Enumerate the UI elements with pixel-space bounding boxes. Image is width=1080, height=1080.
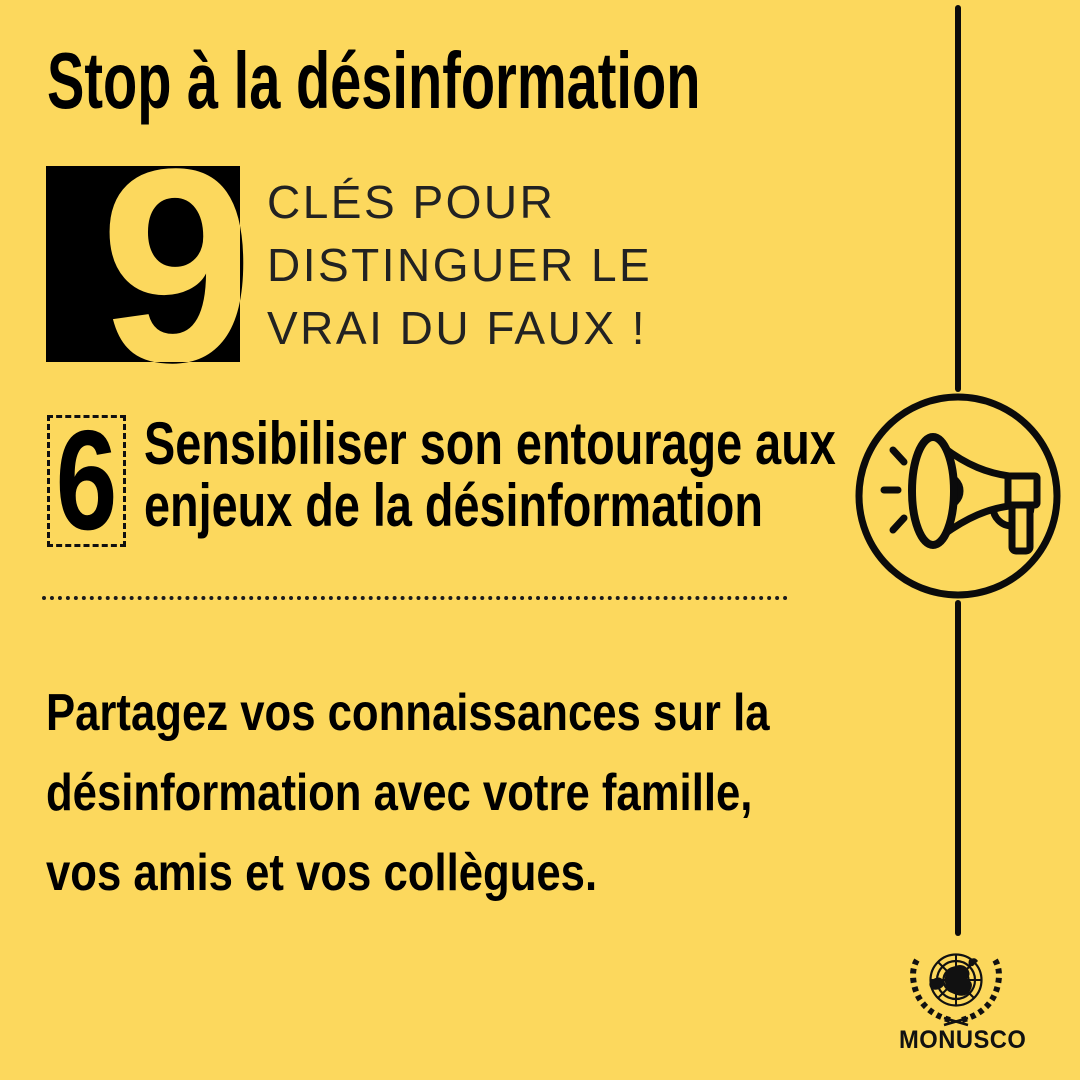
heading-line: enjeux de la désinformation	[144, 472, 763, 539]
keys-tagline	[267, 171, 652, 360]
timeline-line-top	[955, 5, 961, 392]
dotted-divider	[42, 596, 788, 600]
org-name: MONUSCO	[899, 1026, 1027, 1054]
paragraph-line: désinformation avec votre famille,	[46, 764, 753, 822]
megaphone-icon	[853, 389, 1065, 605]
tagline-line: CLÉS POUR	[267, 176, 556, 228]
item-heading	[144, 410, 836, 539]
un-emblem-icon	[899, 946, 1013, 1028]
nine-digit: 9	[100, 112, 254, 420]
body-paragraph	[46, 673, 770, 913]
timeline-line-bottom	[955, 600, 961, 936]
paragraph-line: vos amis et vos collègues.	[46, 844, 598, 902]
item-number-box	[47, 401, 126, 560]
monusco-logo	[896, 946, 1027, 1055]
nine-keys-badge	[46, 112, 264, 420]
page-title: Stop à la désinformation	[47, 36, 701, 125]
tagline-line: DISTINGUER LE	[267, 239, 653, 291]
heading-line: Sensibiliser son entourage aux	[144, 410, 836, 477]
tagline-line: VRAI DU FAUX !	[267, 302, 648, 354]
item-number: 6	[55, 401, 118, 560]
paragraph-line: Partagez vos connaissances sur la	[46, 684, 770, 742]
